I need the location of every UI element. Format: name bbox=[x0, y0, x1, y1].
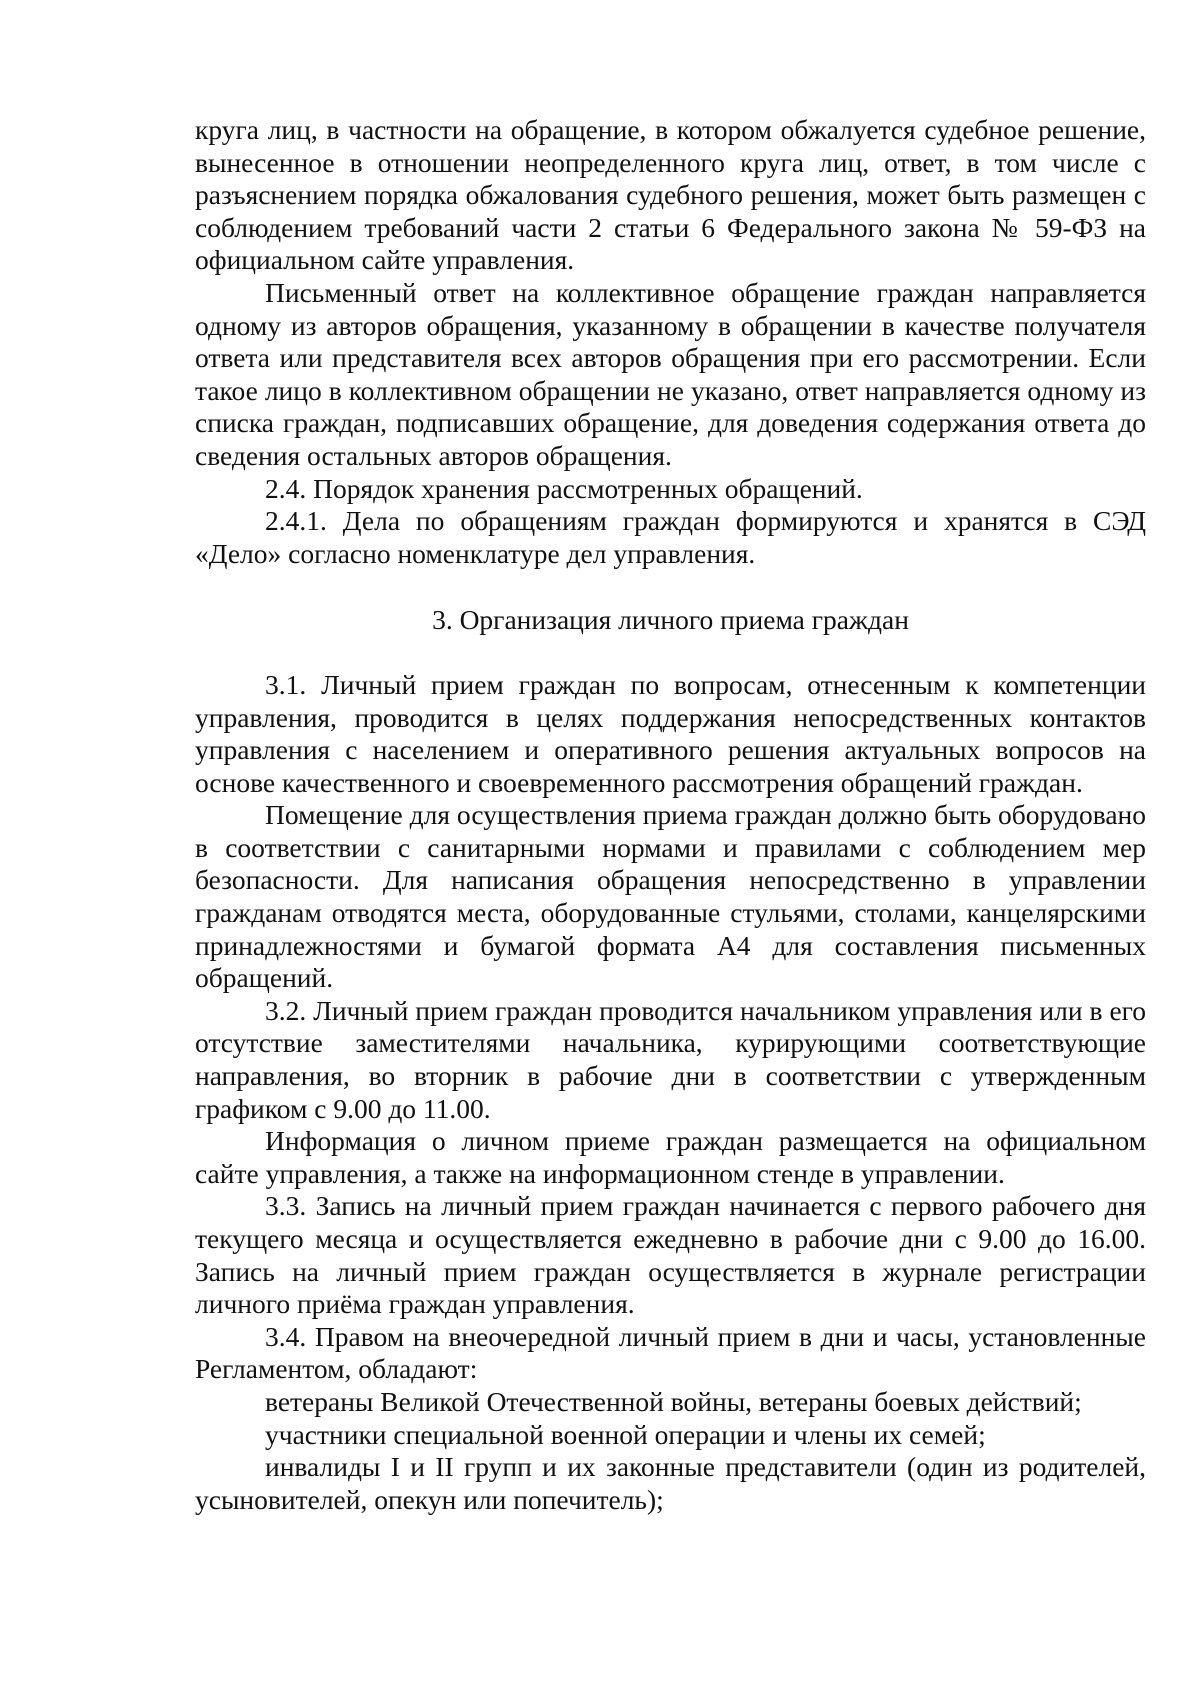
document-body bbox=[195, 114, 1146, 1516]
clause-2-4-1: 2.4.1. Дела по обращениям граждан формируются и хранятся в СЭД «Дело» согласно номенклатуре дел управления. bbox=[195, 505, 1146, 569]
clause-3-2: 3.2. Личный прием граждан проводится начальником управления или в его отсутствие заместителями начальника, курирующими соответствующие направления, во вторник в рабочие дни в соответствии с утвержденным графиком с 9.00 до 11.00. bbox=[195, 994, 1146, 1124]
list-item-svo-participants: участники специальной военной операции и члены их семей; bbox=[265, 1418, 986, 1450]
paragraph-info-placement: Информация о личном приеме граждан размещается на официальном сайте управления, а также на информационном стенде в управлении. bbox=[195, 1125, 1146, 1189]
clause-3-3: 3.3. Запись на личный прием граждан начинается с первого рабочего дня текущего месяца и осуществляется ежедневно в рабочие дни с 9.00 до 16.00. Запись на личный прием граждан осуществляется в журнале регистрации личного приёма граждан управления. bbox=[195, 1190, 1146, 1320]
list-item-disabled: инвалиды I и II групп и их законные представители (один из родителей, усыновителей, опекун или попечитель); bbox=[195, 1451, 1146, 1515]
paragraph-continuation: круга лиц, в частности на обращение, в котором обжалуется судебное решение, вынесенное в отношении неопределенного круга лиц, ответ, в том числе с разъяснением порядка обжалования судебного решения, может быть размещен с соблюдением требований части 2 статьи 6 Федерального закона № 59-ФЗ на официальном сайте управления. bbox=[195, 114, 1146, 276]
list-item-veterans: ветераны Великой Отечественной войны, ветераны боевых действий; bbox=[265, 1385, 1082, 1417]
section-heading: 3. Организация личного приема граждан bbox=[432, 604, 909, 636]
clause-3-1: 3.1. Личный прием граждан по вопросам, отнесенным к компетенции управления, проводится в целях поддержания непосредственных контактов управления с населением и оперативного решения актуальных вопросов на основе качественного и своевременного рассмотрения обращений граждан. bbox=[195, 668, 1146, 798]
clause-2-4: 2.4. Порядок хранения рассмотренных обращений. bbox=[265, 472, 863, 504]
paragraph-collective-response: Письменный ответ на коллективное обращение граждан направляется одному из авторов обращения, указанному в обращении в качестве получателя ответа или представителя всех авторов обращения при его рассмотрении. Если такое лицо в коллективном обращении не указано, ответ направляется одному из списка граждан, подписавших обращение, для доведения содержания ответа до сведения остальных авторов обращения. bbox=[195, 276, 1146, 471]
clause-3-4: 3.4. Правом на внеочередной личный прием в дни и часы, установленные Регламентом, обладают: bbox=[195, 1320, 1146, 1385]
paragraph-premises: Помещение для осуществления приема граждан должно быть оборудовано в соответствии с санитарными нормами и правилами с соблюдением мер безопасности. Для написания обращения непосредственно в управлении гражданам отводятся места, оборудованные стульями, столами, канцелярскими принадлежностями и бумагой формата А4 для составления письменных обращений. bbox=[195, 799, 1146, 994]
